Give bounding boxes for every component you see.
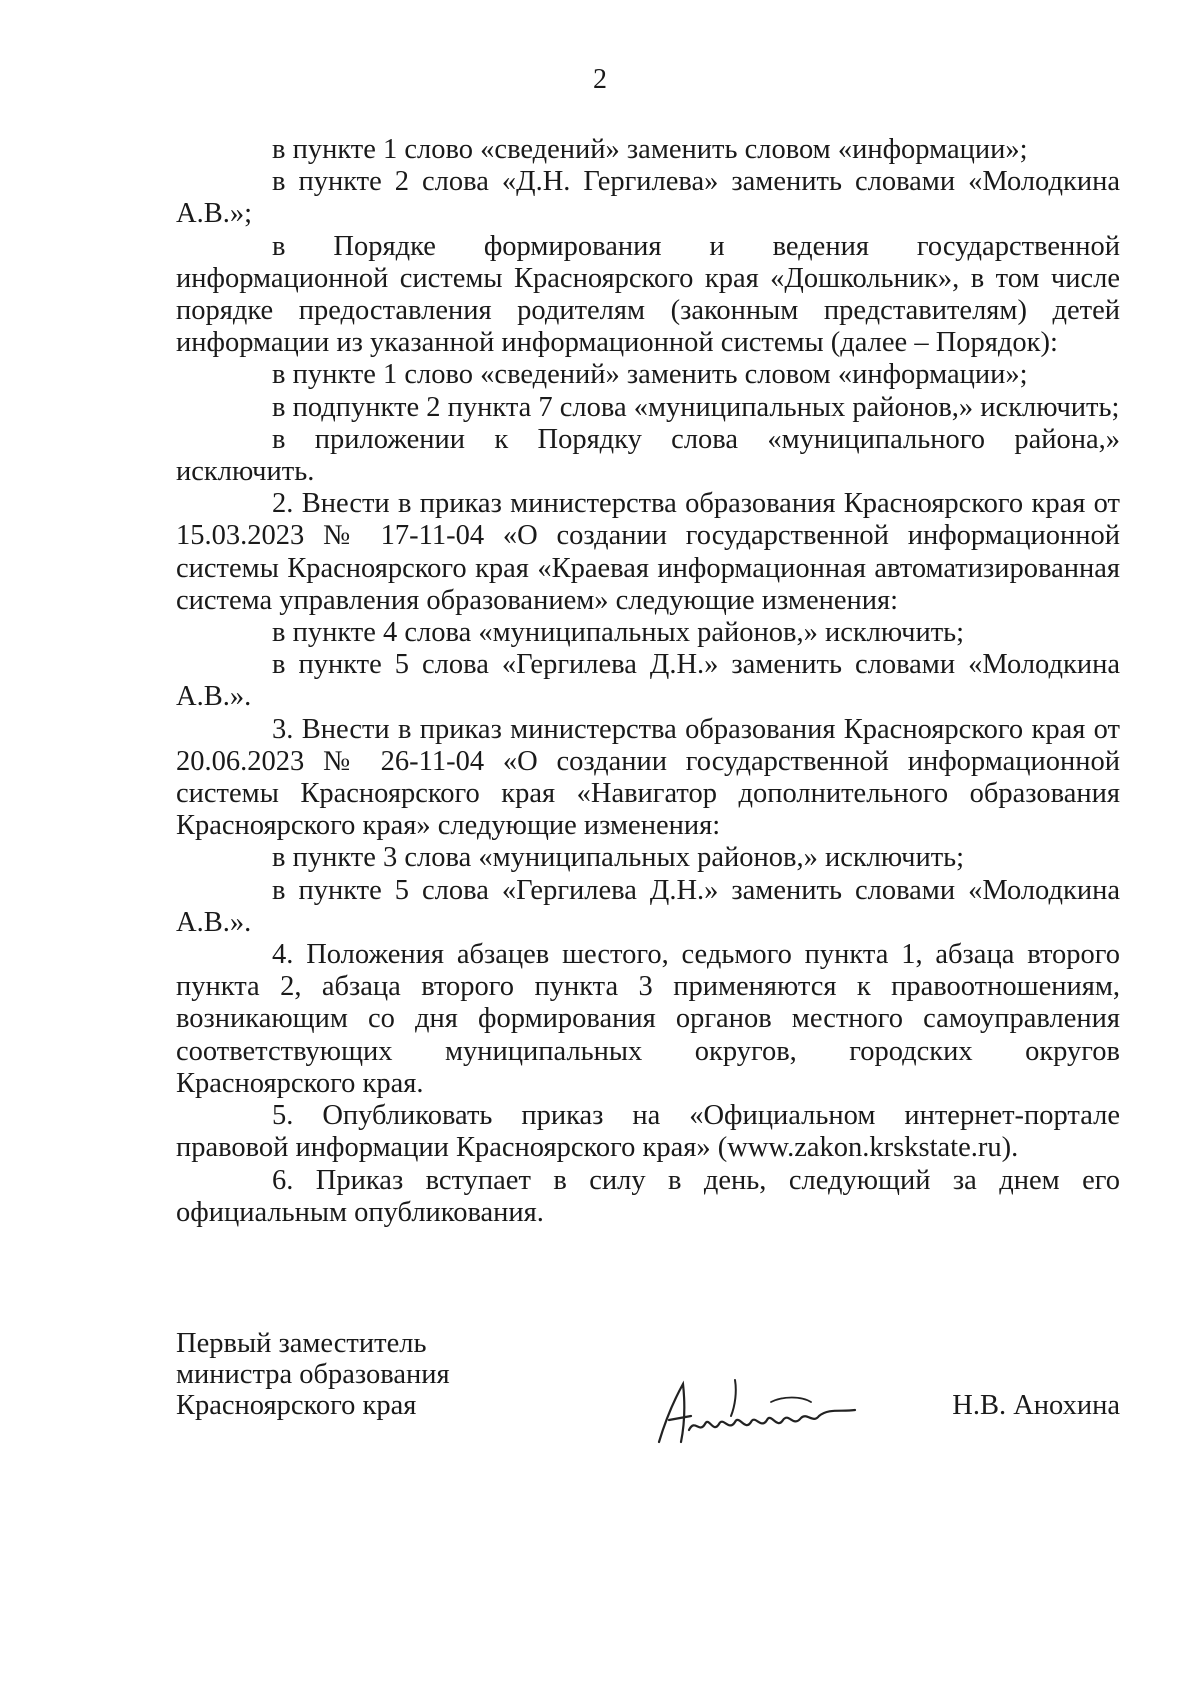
paragraph: 6. Приказ вступает в силу в день, следующий за днем его официальным опубликования. [176, 1164, 1120, 1228]
signer-title-line: министра образования [176, 1359, 450, 1390]
paragraph: в пункте 2 слова «Д.Н. Гергилева» заменить словами «Молодкина А.В.»; [176, 166, 1120, 230]
signer-name: Н.В. Анохина [952, 1390, 1120, 1421]
paragraph: в пункте 3 слова «муниципальных районов,» исключить; [272, 842, 965, 874]
signature-block [176, 1328, 1120, 1468]
paragraph: в приложении к Порядку слова «муниципального района,» исключить. [176, 423, 1120, 488]
paragraph: в пункте 1 слово «сведений» заменить словом «информации»; [272, 359, 1028, 391]
paragraph: 5. Опубликовать приказ на «Официальном интернет-портале правовой информации Красноярского края» (www.zakon.krskstate.ru). [176, 1100, 1120, 1164]
page-number: 2 [593, 64, 607, 95]
paragraph: в Порядке формирования и ведения государственной информационной системы Красноярского края «Дошкольник», в том числе порядке предоставления родителям (законным представителям) детей информации из указанной информационной системы (далее – Порядок): [176, 230, 1120, 359]
paragraph: 4. Положения абзацев шестого, седьмого пункта 1, абзаца второго пункта 2, абзаца второго пункта 3 применяются к правоотношениям, возникающим со дня формирования органов местного самоуправления соответствующих муниципальных округов, городских округов Красноярского края. [176, 939, 1120, 1099]
paragraph: в пункте 4 слова «муниципальных районов,» исключить; [272, 617, 965, 649]
signer-title-line: Красноярского края [176, 1390, 417, 1421]
paragraph: в пункте 1 слово «сведений» заменить словом «информации»; [272, 134, 1028, 165]
paragraph: в пункте 5 слова «Гергилева Д.Н.» заменить словами «Молодкина А.В.». [176, 649, 1120, 713]
document-body [176, 134, 1120, 1229]
handwritten-signature [651, 1372, 861, 1452]
signer-title-line: Первый заместитель [176, 1328, 427, 1359]
paragraph: в пункте 5 слова «Гергилева Д.Н.» заменить словами «Молодкина А.В.». [176, 874, 1120, 938]
paragraph: 3. Внести в приказ министерства образования Красноярского края от 20.06.2023 № 26-11-04 «О создании государственной информационной системы Красноярского края «Навигатор дополнительного образования Красноярского края» следующие изменения: [176, 713, 1120, 842]
paragraph: 2. Внести в приказ министерства образования Красноярского края от 15.03.2023 № 17-11-04 «О создании государственной информационной системы Красноярского края «Краевая информационная автоматизированная система управления образованием» следующие изменения: [176, 488, 1120, 616]
paragraph: в подпункте 2 пункта 7 слова «муниципальных районов,» исключить; [272, 391, 1120, 423]
signer-title [176, 1328, 450, 1421]
